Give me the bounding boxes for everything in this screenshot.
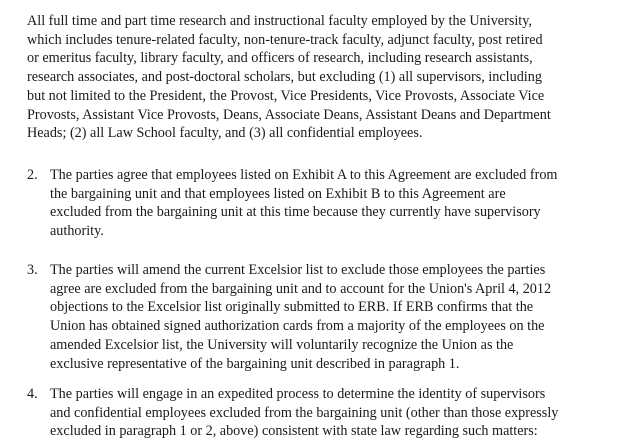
numbered-paragraph-4 — [27, 385, 627, 441]
paragraph-number: 4. — [27, 386, 38, 402]
intro-paragraph — [27, 12, 627, 143]
paragraph-line: excluded from the bargaining unit at this time because they currently have supervisory — [50, 204, 541, 221]
paragraph-line: exclusive representative of the bargaining unit described in paragraph 1. — [50, 355, 460, 372]
numbered-paragraph-3 — [27, 261, 627, 373]
intro-line: Provosts, Assistant Vice Provosts, Deans, Associate Deans, Assistant Deans and Department — [27, 106, 551, 123]
numbered-paragraph-2 — [27, 166, 627, 241]
paragraph-line: the bargaining unit and that employees listed on Exhibit B to this Agreement are — [50, 185, 506, 202]
paragraph-line: agree are excluded from the bargaining unit and to account for the Union's April 4, 2012 — [50, 280, 552, 297]
paragraph-body — [50, 166, 627, 241]
paragraph-line: The parties agree that employees listed on Exhibit A to this Agreement are excluded from — [50, 167, 558, 183]
intro-line: but not limited to the President, the Provost, Vice Presidents, Vice Provosts, Associate Vice — [27, 87, 545, 104]
paragraph-body — [50, 261, 627, 373]
paragraph-line: The parties will amend the current Excelsior list to exclude those employees the parties — [50, 262, 546, 278]
paragraph-number: 2. — [27, 167, 38, 183]
paragraph-line: and confidential employees excluded from the bargaining unit (other than those expressly — [50, 404, 559, 421]
paragraph-number: 3. — [27, 262, 38, 278]
paragraph-line: The parties will engage in an expedited process to determine the identity of supervisors — [50, 386, 546, 402]
paragraph-body — [50, 385, 627, 441]
intro-line: research associates, and post-doctoral scholars, but excluding (1) all supervisors, including — [27, 69, 542, 86]
paragraph-line: Union has obtained signed authorization cards from a majority of the employees on the — [50, 318, 545, 335]
intro-line: All full time and part time research and instructional faculty employed by the University, — [27, 13, 532, 29]
intro-line: which includes tenure-related faculty, non-tenure-track faculty, adjunct faculty, post retired — [27, 31, 543, 48]
intro-line: or emeritus faculty, library faculty, and officers of research, including research assistants, — [27, 50, 533, 67]
paragraph-line: amended Excelsior list, the University will voluntarily recognize the Union as the — [50, 336, 514, 353]
intro-line: Heads; (2) all Law School faculty, and (3) all confidential employees. — [27, 125, 423, 142]
paragraph-line: authority. — [50, 223, 104, 240]
paragraph-line: excluded in paragraph 1 or 2, above) consistent with state law regarding such matters: — [50, 423, 538, 440]
paragraph-line: objections to the Excelsior list originally submitted to ERB. If ERB confirms that the — [50, 299, 534, 316]
